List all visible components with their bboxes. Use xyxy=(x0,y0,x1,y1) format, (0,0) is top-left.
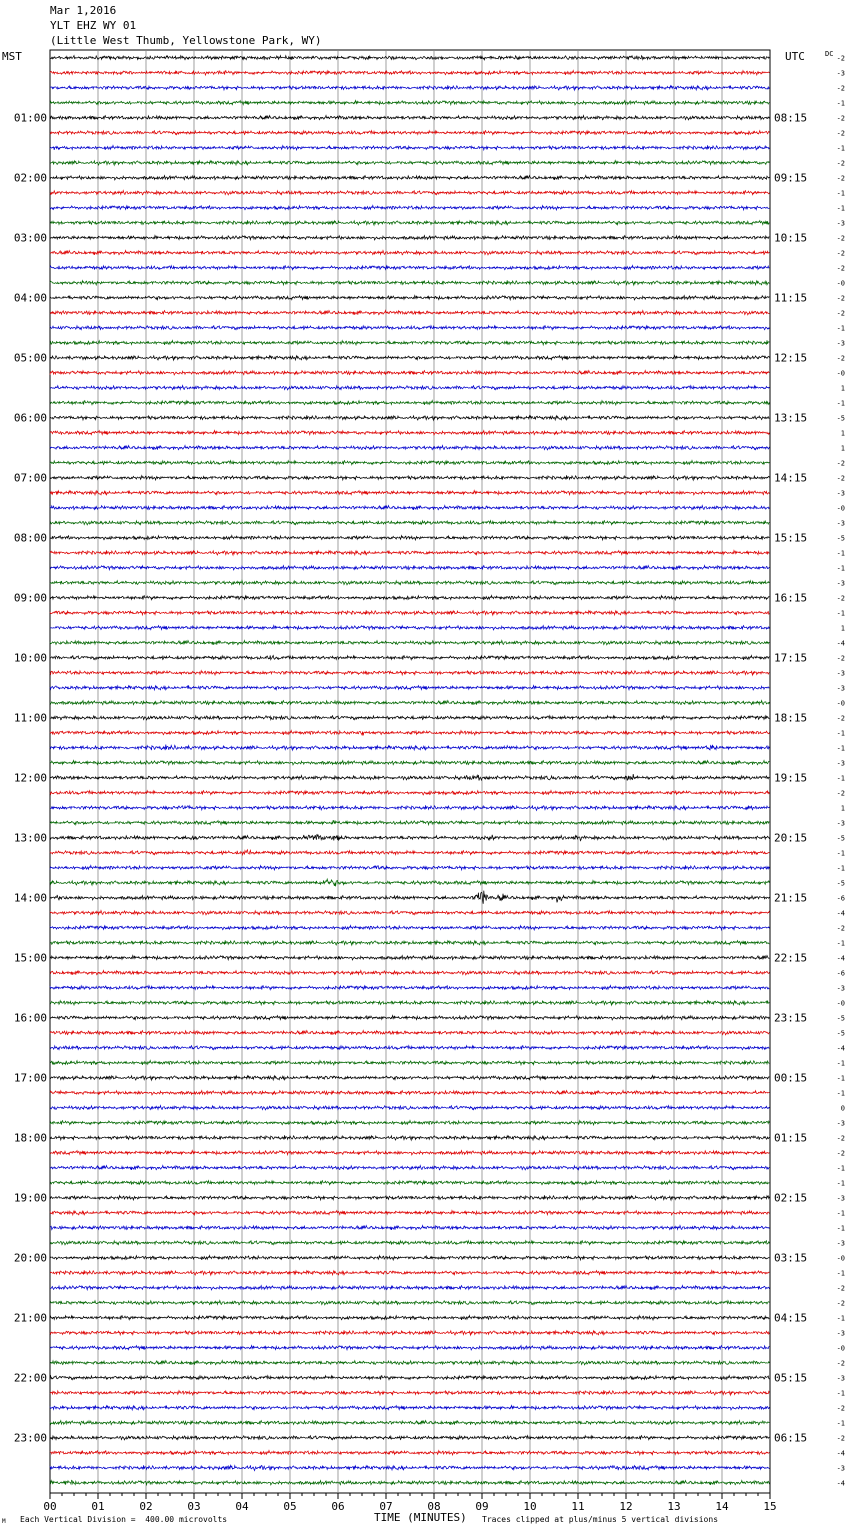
trace-line xyxy=(50,536,769,540)
trace-line xyxy=(50,401,769,405)
trace-line xyxy=(50,1046,769,1050)
trace-line xyxy=(50,911,769,915)
trace-line xyxy=(50,566,769,570)
dc-offset-value: -4 xyxy=(836,954,845,963)
trace-line xyxy=(50,475,769,480)
dc-offset-value: 1 xyxy=(840,444,845,453)
mst-hour-label: 14:00 xyxy=(13,891,47,905)
utc-hour-label: 03:15 xyxy=(774,1251,808,1265)
dc-offset-value: -4 xyxy=(836,1449,845,1458)
dc-offset-value: -1 xyxy=(836,324,845,333)
station-code: YLT EHZ WY 01 xyxy=(50,19,137,32)
trace-line xyxy=(50,955,769,959)
dc-offset-value: 1 xyxy=(840,804,845,813)
trace-line xyxy=(50,986,769,990)
dc-offset-value: -0 xyxy=(836,369,845,378)
trace-line xyxy=(50,521,769,525)
dc-offset-value: -1 xyxy=(836,864,845,873)
trace-line xyxy=(50,1316,769,1320)
trace-line xyxy=(50,280,769,285)
trace-line xyxy=(50,355,769,360)
x-tick-label: 12 xyxy=(619,1500,633,1513)
utc-hour-label: 09:15 xyxy=(774,171,808,185)
x-tick-label: 00 xyxy=(43,1500,57,1513)
dc-offset-value: -2 xyxy=(836,474,845,483)
dc-offset-value: -1 xyxy=(836,1314,845,1323)
x-tick-label: 03 xyxy=(187,1500,201,1513)
x-tick-label: 07 xyxy=(379,1500,393,1513)
utc-hour-label: 10:15 xyxy=(774,231,808,245)
trace-line xyxy=(50,774,769,780)
dc-offset-value: -2 xyxy=(836,924,845,933)
x-tick-label: 04 xyxy=(235,1500,249,1513)
trace-line xyxy=(50,415,769,420)
dc-offset-value: -2 xyxy=(836,1134,845,1143)
plot-frame xyxy=(50,50,770,1493)
mst-hour-label: 22:00 xyxy=(13,1371,47,1385)
dc-offset-value: -3 xyxy=(836,1194,845,1203)
mst-hour-label: 06:00 xyxy=(13,411,47,425)
dc-offset-value: -2 xyxy=(836,249,845,258)
dc-offset-value: -3 xyxy=(836,984,845,993)
dc-offset-value: -1 xyxy=(836,204,845,213)
dc-offset-value: -1 xyxy=(836,1059,845,1068)
dc-offset-value: -3 xyxy=(836,69,845,78)
mst-hour-label: 15:00 xyxy=(13,951,47,965)
trace-line xyxy=(50,1330,769,1335)
dc-offset-value: -1 xyxy=(836,1074,845,1083)
x-tick-label: 11 xyxy=(571,1500,585,1513)
dc-offset-value: -3 xyxy=(836,759,845,768)
trace-line xyxy=(50,446,769,450)
trace-line xyxy=(50,311,769,315)
dc-offset-value: -1 xyxy=(836,99,845,108)
utc-axis-label: UTC xyxy=(785,50,805,63)
dc-offset-value: -2 xyxy=(836,129,845,138)
trace-line xyxy=(50,251,769,255)
trace-line xyxy=(50,1135,769,1140)
station-location: (Little West Thumb, Yellowstone Park, WY) xyxy=(50,34,322,47)
dc-offset-value: -2 xyxy=(836,234,845,243)
utc-hour-label: 15:15 xyxy=(774,531,808,545)
trace-line xyxy=(50,1405,769,1409)
dc-offset-value: -3 xyxy=(836,339,845,348)
x-tick-label: 15 xyxy=(763,1500,777,1513)
mst-hour-label: 20:00 xyxy=(13,1251,47,1265)
trace-line xyxy=(50,71,769,76)
trace-line xyxy=(50,1150,769,1154)
trace-line xyxy=(50,685,769,690)
utc-hour-label: 18:15 xyxy=(774,711,808,725)
x-tick-label: 02 xyxy=(139,1500,153,1513)
dc-offset-value: -1 xyxy=(836,744,845,753)
dc-offset-value: -1 xyxy=(836,1179,845,1188)
dc-offset-value: -4 xyxy=(836,1479,845,1488)
trace-line xyxy=(50,1241,769,1245)
x-tick-label: 13 xyxy=(667,1500,681,1513)
dc-offset-value: -2 xyxy=(836,294,845,303)
dc-offset-value: -1 xyxy=(836,774,845,783)
trace-line xyxy=(50,1345,769,1349)
trace-line xyxy=(50,701,769,705)
trace-line xyxy=(50,340,769,345)
dc-offset-value: -2 xyxy=(836,594,845,603)
dc-offset-value: -4 xyxy=(836,639,845,648)
dc-offset-value: -1 xyxy=(836,729,845,738)
utc-hour-label: 06:15 xyxy=(774,1431,808,1445)
trace-line xyxy=(50,371,769,375)
utc-hour-label: 20:15 xyxy=(774,831,808,845)
trace-line xyxy=(50,206,769,210)
dc-offset-value: -1 xyxy=(836,1089,845,1098)
x-tick-label: 01 xyxy=(91,1500,105,1513)
mst-hour-label: 19:00 xyxy=(13,1191,47,1205)
dc-offset-value: -1 xyxy=(836,609,845,618)
dc-offset-value: -1 xyxy=(836,1224,845,1233)
dc-offset-value: -3 xyxy=(836,519,845,528)
trace-line xyxy=(50,326,769,330)
trace-line xyxy=(50,1075,769,1080)
mst-hour-label: 10:00 xyxy=(13,651,47,665)
dc-offset-value: -0 xyxy=(836,1344,845,1353)
dc-offset-value: -5 xyxy=(836,414,845,423)
trace-line xyxy=(50,220,769,225)
dc-offset-value: -1 xyxy=(836,549,845,558)
trace-line xyxy=(50,1181,769,1185)
dc-offset-value: -3 xyxy=(836,489,845,498)
trace-line xyxy=(50,850,769,855)
trace-line xyxy=(50,85,769,90)
dc-offset-value: -2 xyxy=(836,84,845,93)
dc-offset-value: -2 xyxy=(836,459,845,468)
mst-hour-label: 08:00 xyxy=(13,531,47,545)
dc-offset-value: -5 xyxy=(836,879,845,888)
dc-offset-value: -1 xyxy=(836,399,845,408)
mst-hour-label: 03:00 xyxy=(13,231,47,245)
dc-offset-value: -0 xyxy=(836,999,845,1008)
dc-offset-value: -2 xyxy=(836,264,845,273)
mst-hour-label: 01:00 xyxy=(13,111,47,125)
mst-axis-label: MST xyxy=(2,50,22,63)
dc-offset-value: -1 xyxy=(836,144,845,153)
dc-offset-value: -3 xyxy=(836,1374,845,1383)
utc-hour-label: 08:15 xyxy=(774,111,808,125)
dc-offset-value: -1 xyxy=(836,1164,845,1173)
mst-hour-label: 11:00 xyxy=(13,711,47,725)
trace-line xyxy=(50,100,769,104)
dc-offset-value: -2 xyxy=(836,789,845,798)
dc-offset-value: -4 xyxy=(836,1044,845,1053)
mst-hour-label: 02:00 xyxy=(13,171,47,185)
utc-hour-label: 00:15 xyxy=(774,1071,808,1085)
trace-line xyxy=(50,1286,769,1290)
dc-offset-value: -5 xyxy=(836,1014,845,1023)
trace-line xyxy=(50,1195,769,1200)
dc-offset-value: -2 xyxy=(836,309,845,318)
trace-line xyxy=(50,430,769,434)
dc-offset-value: -1 xyxy=(836,1269,845,1278)
dc-offset-value: 1 xyxy=(840,429,845,438)
utc-hour-label: 14:15 xyxy=(774,471,808,485)
trace-line xyxy=(50,879,769,886)
dc-offset-value: -3 xyxy=(836,1329,845,1338)
dc-offset-value: -1 xyxy=(836,849,845,858)
dc-offset-value: -3 xyxy=(836,1464,845,1473)
trace-line xyxy=(50,386,769,390)
utc-hour-label: 21:15 xyxy=(774,891,808,905)
mst-hour-label: 16:00 xyxy=(13,1011,47,1025)
dc-offset-value: -5 xyxy=(836,834,845,843)
dc-offset-value: -3 xyxy=(836,219,845,228)
x-tick-label: 14 xyxy=(715,1500,729,1513)
dc-offset-value: -1 xyxy=(836,1209,845,1218)
trace-line xyxy=(50,145,769,150)
mst-hour-label: 18:00 xyxy=(13,1131,47,1145)
dc-offset-value: -3 xyxy=(836,684,845,693)
dc-offset-value: -2 xyxy=(836,1149,845,1158)
utc-hour-label: 22:15 xyxy=(774,951,808,965)
dc-offset-value: -1 xyxy=(836,564,845,573)
trace-line xyxy=(50,1270,769,1275)
trace-line xyxy=(50,131,769,135)
dc-offset-value: -6 xyxy=(836,969,845,978)
trace-line xyxy=(50,295,769,299)
dc-offset-value: -2 xyxy=(836,1434,845,1443)
mst-hour-label: 04:00 xyxy=(13,291,47,305)
dc-offset-value: -3 xyxy=(836,669,845,678)
dc-offset-value: -2 xyxy=(836,1299,845,1308)
dc-offset-value: -0 xyxy=(836,279,845,288)
mst-hour-label: 17:00 xyxy=(13,1071,47,1085)
trace-line xyxy=(50,641,769,645)
dc-offset-value: 1 xyxy=(840,384,845,393)
trace-line xyxy=(50,1301,769,1305)
utc-hour-label: 12:15 xyxy=(774,351,808,365)
utc-hour-label: 11:15 xyxy=(774,291,808,305)
trace-line xyxy=(50,926,769,930)
trace-line xyxy=(50,760,769,764)
dc-offset-value: -3 xyxy=(836,579,845,588)
trace-line xyxy=(50,1121,769,1125)
dc-offset-value: -5 xyxy=(836,1029,845,1038)
mst-hour-label: 05:00 xyxy=(13,351,47,365)
trace-line xyxy=(50,716,769,720)
trace-line xyxy=(50,1480,769,1485)
trace-line xyxy=(50,971,769,975)
dc-offset-value: -4 xyxy=(836,909,845,918)
trace-line xyxy=(50,490,769,494)
dc-offset-value: -2 xyxy=(836,1284,845,1293)
dc-offset-value: -2 xyxy=(836,1404,845,1413)
utc-hour-label: 16:15 xyxy=(774,591,808,605)
trace-line xyxy=(50,266,769,270)
trace-line xyxy=(50,1106,769,1110)
trace-line xyxy=(50,461,769,465)
dc-offset-value: -2 xyxy=(836,54,845,63)
trace-line xyxy=(50,581,769,585)
trace-line xyxy=(50,1256,769,1260)
dc-offset-value: -0 xyxy=(836,504,845,513)
trace-line xyxy=(50,1376,769,1380)
trace-line xyxy=(50,625,769,629)
dc-offset-value: -0 xyxy=(836,699,845,708)
trace-line xyxy=(50,670,769,675)
mst-hour-label: 23:00 xyxy=(13,1431,47,1445)
dc-offset-value: -6 xyxy=(836,894,845,903)
trace-line xyxy=(50,1421,769,1425)
utc-hour-label: 05:15 xyxy=(774,1371,808,1385)
dc-offset-value: -1 xyxy=(836,1389,845,1398)
trace-line xyxy=(50,1166,769,1170)
trace-line xyxy=(50,1436,769,1440)
trace-line xyxy=(50,791,769,795)
dc-offset-value: -1 xyxy=(836,1419,845,1428)
x-tick-label: 06 xyxy=(331,1500,345,1513)
dc-offset-value: -2 xyxy=(836,1359,845,1368)
trace-line xyxy=(50,891,769,904)
dc-offset-value: -5 xyxy=(836,534,845,543)
dc-offset-value: -1 xyxy=(836,189,845,198)
x-tick-label: 08 xyxy=(427,1500,441,1513)
clip-note: Traces clipped at plus/minus 5 vertical divisions xyxy=(482,1515,719,1524)
trace-line xyxy=(50,1015,769,1019)
trace-line xyxy=(50,176,769,180)
x-axis-title: TIME (MINUTES) xyxy=(374,1511,467,1524)
dc-offset-label: DC xyxy=(825,50,834,58)
trace-line xyxy=(50,160,769,165)
plot-date: Mar 1,2016 xyxy=(50,4,117,17)
utc-hour-label: 19:15 xyxy=(774,771,808,785)
mst-hour-label: 09:00 xyxy=(13,591,47,605)
trace-line xyxy=(50,550,769,555)
dc-offset-value: -1 xyxy=(836,939,845,948)
mst-hour-label: 13:00 xyxy=(13,831,47,845)
dc-offset-value: -0 xyxy=(836,1254,845,1263)
mst-hour-label: 07:00 xyxy=(13,471,47,485)
dc-offset-value: 0 xyxy=(840,1104,845,1113)
trace-line xyxy=(50,610,769,615)
dc-offset-value: -3 xyxy=(836,1119,845,1128)
trace-line xyxy=(50,655,769,660)
trace-line xyxy=(50,1060,769,1065)
utc-hour-label: 02:15 xyxy=(774,1191,808,1205)
trace-line xyxy=(50,745,769,751)
dc-offset-value: -2 xyxy=(836,714,845,723)
mst-hour-label: 21:00 xyxy=(13,1311,47,1325)
trace-line xyxy=(50,191,769,195)
trace-line xyxy=(50,805,769,810)
utc-hour-label: 23:15 xyxy=(774,1011,808,1025)
dc-offset-value: -2 xyxy=(836,654,845,663)
trace-line xyxy=(50,1361,769,1365)
dc-offset-value: -3 xyxy=(836,1239,845,1248)
x-tick-label: 05 xyxy=(283,1500,297,1513)
x-tick-label: 10 xyxy=(523,1500,537,1513)
x-tick-label: 09 xyxy=(475,1500,489,1513)
trace-line xyxy=(50,1000,769,1005)
dc-offset-value: 1 xyxy=(840,624,845,633)
trace-line xyxy=(50,834,769,841)
trace-line xyxy=(50,1465,769,1470)
trace-line xyxy=(50,1210,769,1214)
utc-hour-label: 17:15 xyxy=(774,651,808,665)
trace-line xyxy=(50,235,769,239)
trace-line xyxy=(50,1091,769,1095)
dc-offset-value: -2 xyxy=(836,174,845,183)
trace-line xyxy=(50,56,769,60)
trace-line xyxy=(50,1031,769,1035)
utc-hour-label: 13:15 xyxy=(774,411,808,425)
trace-line xyxy=(50,1390,769,1395)
trace-line xyxy=(50,940,769,945)
corner-mark: M xyxy=(2,1518,6,1525)
trace-line xyxy=(50,865,769,870)
trace-line xyxy=(50,1226,769,1230)
dc-offset-value: -2 xyxy=(836,114,845,123)
trace-line xyxy=(50,116,769,120)
trace-line xyxy=(50,1451,769,1455)
dc-offset-value: -3 xyxy=(836,819,845,828)
dc-offset-value: -2 xyxy=(836,159,845,168)
trace-line xyxy=(50,506,769,510)
mst-hour-label: 12:00 xyxy=(13,771,47,785)
scale-note: Each Vertical Division = 400.00 microvolts xyxy=(20,1515,228,1524)
utc-hour-label: 01:15 xyxy=(774,1131,808,1145)
trace-line xyxy=(50,596,769,600)
trace-line xyxy=(50,731,769,736)
utc-hour-label: 04:15 xyxy=(774,1311,808,1325)
trace-line xyxy=(50,820,769,825)
dc-offset-value: -2 xyxy=(836,354,845,363)
